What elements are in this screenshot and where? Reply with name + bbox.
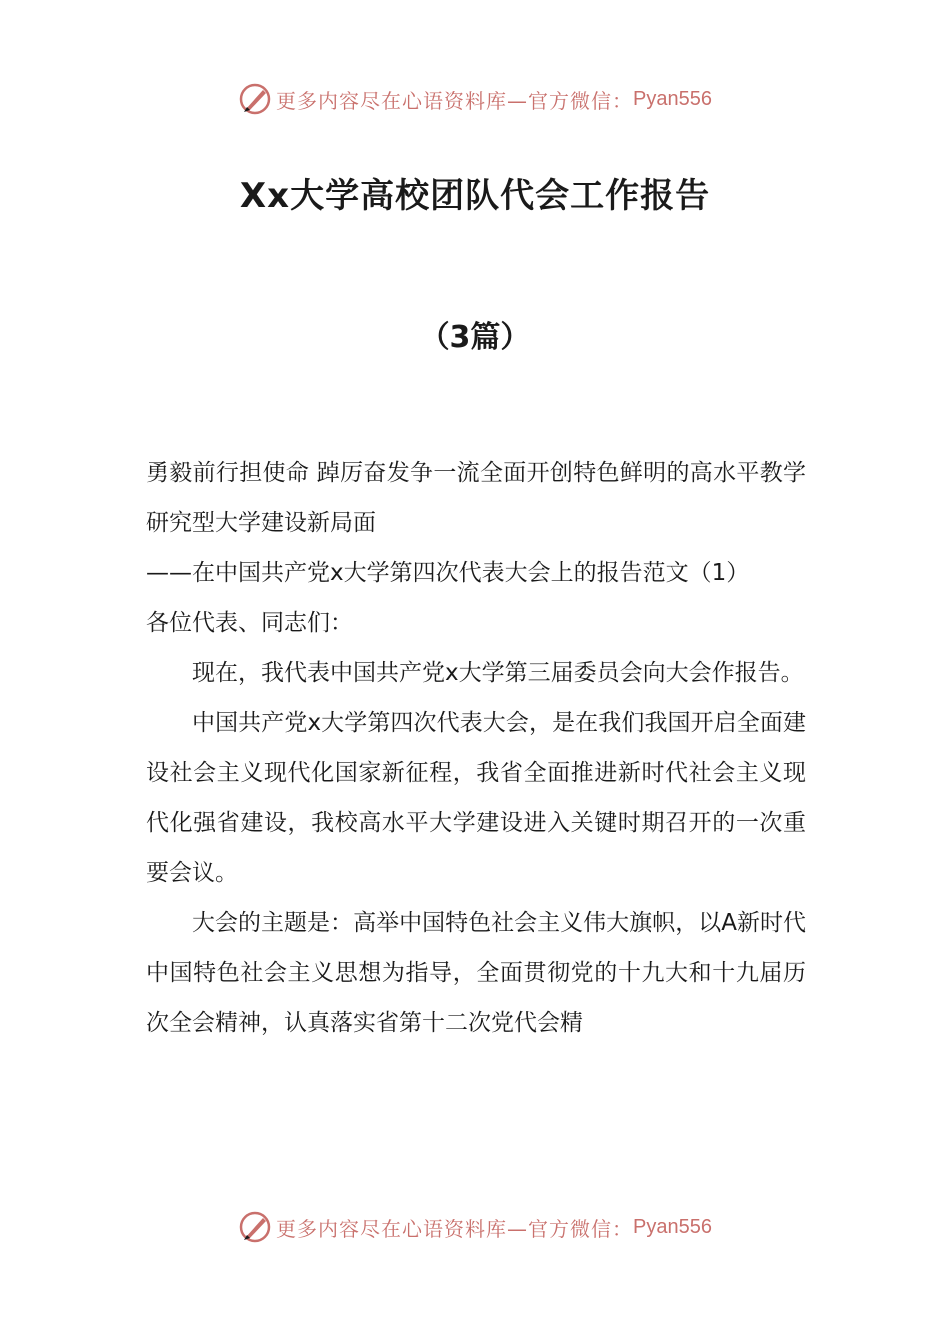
document-body [146, 448, 806, 1048]
pen-logo-icon [238, 82, 272, 116]
salutation: 各位代表、同志们： [146, 610, 353, 636]
watermark-wechat-id: Pyan556 [633, 87, 712, 110]
watermark-header [0, 82, 950, 116]
watermark-wechat-id: Pyan556 [633, 1215, 712, 1238]
paragraph: 大会的主题是：高举中国特色社会主义伟大旗帜，以A新时代中国特色社会主义思想为指导，全面贯彻党的十九大和十九届历次全会精神，认真落实省第十二次党代会精 [146, 910, 806, 1036]
document-subtitle: （3篇） [419, 320, 531, 355]
watermark-text: 更多内容尽在心语资料库—官方微信： [276, 88, 634, 113]
watermark-footer [0, 1210, 950, 1244]
paragraph: 现在，我代表中国共产党x大学第三届委员会向大会作报告。 [192, 660, 804, 686]
report-subheading: ——在中国共产党x大学第四次代表大会上的报告范文（1） [146, 560, 750, 586]
watermark-text: 更多内容尽在心语资料库—官方微信： [276, 1216, 634, 1241]
pen-logo-icon [238, 1210, 272, 1244]
paragraph: 中国共产党x大学第四次代表大会，是在我们我国开启全面建设社会主义现代化国家新征程，我省全面推进新时代社会主义现代化强省建设，我校高水平大学建设进入关键时期召开的一次重要会议。 [146, 710, 806, 886]
report-heading: 勇毅前行担使命 踔厉奋发争一流全面开创特色鲜明的高水平教学研究型大学建设新局面 [146, 460, 806, 536]
document-title: Xx大学高校团队代会工作报告 [239, 176, 711, 216]
